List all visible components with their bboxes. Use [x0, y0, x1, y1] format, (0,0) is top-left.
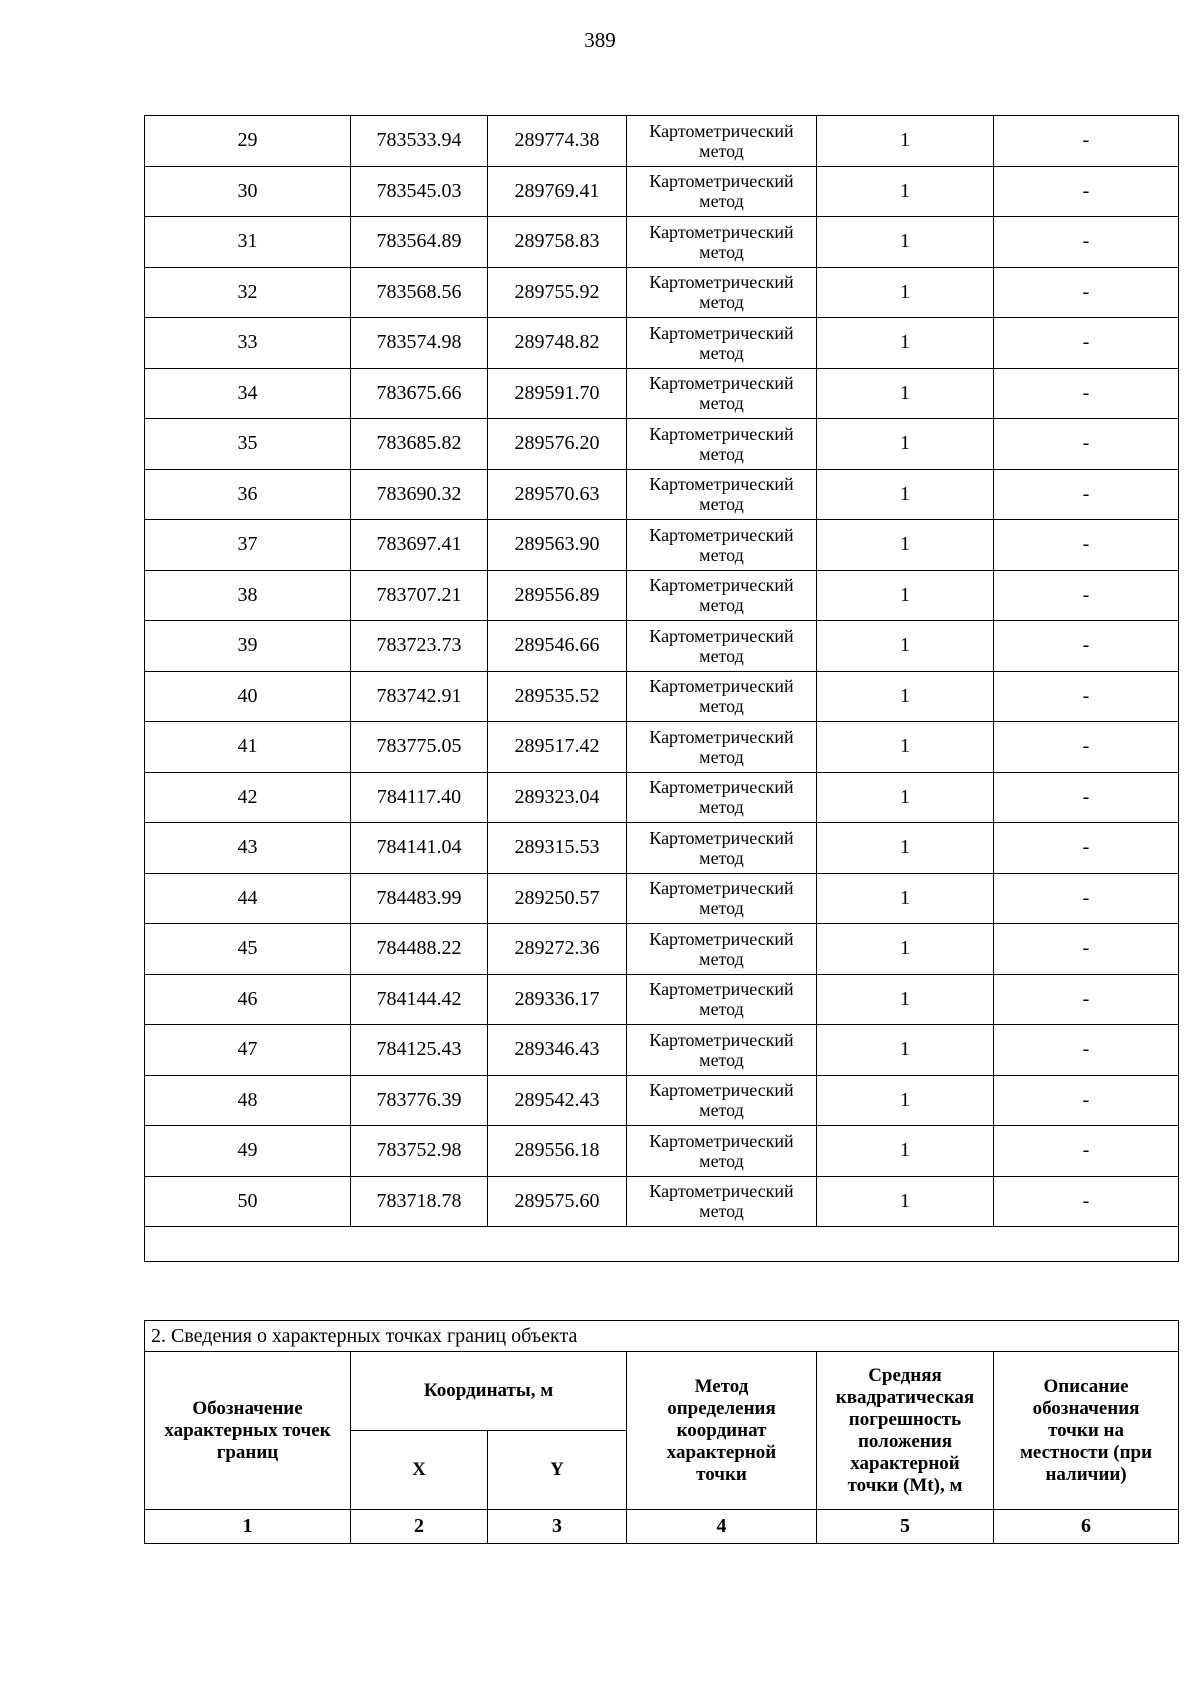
point-number-cell: 39	[145, 621, 351, 672]
point-number-cell: 49	[145, 1126, 351, 1177]
method-cell	[627, 318, 817, 369]
description-cell: -	[994, 318, 1179, 369]
point-number-cell: 32	[145, 267, 351, 318]
header-description-line: обозначения	[1032, 1397, 1140, 1419]
coord-x-cell: 783545.03	[351, 166, 488, 217]
coord-x-cell: 784117.40	[351, 772, 488, 823]
error-cell: 1	[817, 873, 994, 924]
method-text: метод	[699, 847, 744, 868]
coord-x-cell: 783718.78	[351, 1176, 488, 1227]
header-method-line: характерной	[666, 1441, 777, 1463]
table-row	[145, 1126, 1179, 1177]
point-number-cell: 40	[145, 671, 351, 722]
table-row	[145, 368, 1179, 419]
table-row	[145, 217, 1179, 268]
error-cell: 1	[817, 368, 994, 419]
coord-x-cell: 783568.56	[351, 267, 488, 318]
coord-x-cell: 783775.05	[351, 722, 488, 773]
coord-x-cell: 783685.82	[351, 419, 488, 470]
error-cell: 1	[817, 621, 994, 672]
coord-y-cell: 289755.92	[488, 267, 627, 318]
method-text: Картометрический	[649, 120, 794, 141]
error-cell: 1	[817, 1075, 994, 1126]
header-error-line: Средняя	[868, 1364, 942, 1386]
error-cell: 1	[817, 772, 994, 823]
method-text: метод	[699, 292, 744, 313]
column-number: 1	[145, 1510, 351, 1544]
table-row	[145, 873, 1179, 924]
coord-x-cell: 783675.66	[351, 368, 488, 419]
header-method-line: Метод	[694, 1375, 749, 1397]
coord-x-cell: 783752.98	[351, 1126, 488, 1177]
coord-x-cell: 784141.04	[351, 823, 488, 874]
error-cell: 1	[817, 1025, 994, 1076]
method-text: метод	[699, 1201, 744, 1222]
method-text: метод	[699, 746, 744, 767]
error-cell: 1	[817, 1176, 994, 1227]
method-cell	[627, 116, 817, 167]
method-cell	[627, 1025, 817, 1076]
table-row	[145, 772, 1179, 823]
table-row	[145, 823, 1179, 874]
method-cell	[627, 419, 817, 470]
description-cell: -	[994, 419, 1179, 470]
method-text: метод	[699, 1150, 744, 1171]
method-cell	[627, 722, 817, 773]
point-number-cell: 46	[145, 974, 351, 1025]
column-number: 4	[627, 1510, 817, 1544]
method-text: метод	[699, 544, 744, 565]
table-row	[145, 924, 1179, 975]
method-text: метод	[699, 1100, 744, 1121]
description-cell: -	[994, 722, 1179, 773]
coord-y-cell: 289535.52	[488, 671, 627, 722]
coord-y-cell: 289272.36	[488, 924, 627, 975]
error-cell: 1	[817, 974, 994, 1025]
coord-y-cell: 289346.43	[488, 1025, 627, 1076]
header-designation-line: Обозначение	[192, 1397, 303, 1419]
method-text: Картометрический	[649, 575, 794, 596]
method-cell	[627, 166, 817, 217]
method-text: Картометрический	[649, 777, 794, 798]
method-text: метод	[699, 393, 744, 414]
method-text: метод	[699, 595, 744, 616]
method-text: метод	[699, 140, 744, 161]
method-text: метод	[699, 443, 744, 464]
method-text: метод	[699, 1049, 744, 1070]
error-cell: 1	[817, 116, 994, 167]
coord-y-cell: 289323.04	[488, 772, 627, 823]
description-cell: -	[994, 1025, 1179, 1076]
method-text: метод	[699, 948, 744, 969]
error-cell: 1	[817, 823, 994, 874]
coord-x-cell: 784144.42	[351, 974, 488, 1025]
method-text: Картометрический	[649, 726, 794, 747]
description-cell: -	[994, 823, 1179, 874]
table-row	[145, 1025, 1179, 1076]
description-cell: -	[994, 267, 1179, 318]
coord-y-cell: 289570.63	[488, 469, 627, 520]
header-description	[994, 1352, 1179, 1510]
method-text: Картометрический	[649, 1181, 794, 1202]
table-row	[145, 621, 1179, 672]
point-number-cell: 43	[145, 823, 351, 874]
coord-x-cell: 783564.89	[351, 217, 488, 268]
coord-x-cell: 783533.94	[351, 116, 488, 167]
coord-y-cell: 289556.89	[488, 570, 627, 621]
point-number-cell: 36	[145, 469, 351, 520]
method-text: Картометрический	[649, 979, 794, 1000]
error-cell: 1	[817, 267, 994, 318]
section2-header-table	[144, 1320, 1179, 1544]
method-cell	[627, 520, 817, 571]
coord-x-cell: 783574.98	[351, 318, 488, 369]
coord-y-cell: 289575.60	[488, 1176, 627, 1227]
description-cell: -	[994, 116, 1179, 167]
coord-x-cell: 783723.73	[351, 621, 488, 672]
description-cell: -	[994, 1126, 1179, 1177]
header-method-line: точки	[696, 1463, 747, 1485]
point-number-cell: 29	[145, 116, 351, 167]
method-cell	[627, 1126, 817, 1177]
header-error-line: характерной	[850, 1452, 960, 1474]
error-cell: 1	[817, 217, 994, 268]
point-number-cell: 33	[145, 318, 351, 369]
method-text: Картометрический	[649, 272, 794, 293]
header-method-line: определения	[667, 1397, 776, 1419]
header-error-line: точки (Mt), м	[847, 1474, 963, 1496]
method-cell	[627, 1075, 817, 1126]
point-number-cell: 37	[145, 520, 351, 571]
table-row	[145, 116, 1179, 167]
header-error-line: квадратическая	[835, 1386, 975, 1408]
point-number-cell: 44	[145, 873, 351, 924]
header-designation-line: границ	[216, 1441, 279, 1463]
table-row	[145, 267, 1179, 318]
method-text: Картометрический	[649, 928, 794, 949]
description-cell: -	[994, 974, 1179, 1025]
table-row	[145, 469, 1179, 520]
description-cell: -	[994, 217, 1179, 268]
point-number-cell: 35	[145, 419, 351, 470]
point-number-cell: 34	[145, 368, 351, 419]
description-cell: -	[994, 621, 1179, 672]
point-number-cell: 30	[145, 166, 351, 217]
column-number: 2	[351, 1510, 488, 1544]
method-text: метод	[699, 898, 744, 919]
header-y: Y	[488, 1431, 627, 1510]
table-row	[145, 318, 1179, 369]
point-number-cell: 31	[145, 217, 351, 268]
description-cell: -	[994, 873, 1179, 924]
error-cell: 1	[817, 166, 994, 217]
header-description-line: Описание	[1043, 1375, 1129, 1397]
method-text: Картометрический	[649, 827, 794, 848]
method-text: Картометрический	[649, 676, 794, 697]
coord-y-cell: 289748.82	[488, 318, 627, 369]
coord-x-cell: 783707.21	[351, 570, 488, 621]
method-cell	[627, 621, 817, 672]
method-text: Картометрический	[649, 878, 794, 899]
method-cell	[627, 873, 817, 924]
coord-y-cell: 289774.38	[488, 116, 627, 167]
header-error-line: погрешность	[848, 1408, 962, 1430]
method-text: метод	[699, 696, 744, 717]
table-row	[145, 671, 1179, 722]
coord-y-cell: 289556.18	[488, 1126, 627, 1177]
header-method-line: координат	[676, 1419, 767, 1441]
method-text: метод	[699, 342, 744, 363]
empty-cell	[145, 1227, 1179, 1262]
header-designation-line: характерных точек	[164, 1419, 331, 1441]
coord-x-cell: 784483.99	[351, 873, 488, 924]
coord-y-cell: 289517.42	[488, 722, 627, 773]
points-table	[144, 115, 1179, 1262]
column-number: 6	[994, 1510, 1179, 1544]
header-description-line: точки на	[1048, 1419, 1124, 1441]
error-cell: 1	[817, 722, 994, 773]
method-text: метод	[699, 494, 744, 515]
method-text: Картометрический	[649, 221, 794, 242]
method-cell	[627, 570, 817, 621]
method-text: метод	[699, 241, 744, 262]
error-cell: 1	[817, 520, 994, 571]
method-text: Картометрический	[649, 625, 794, 646]
table-row	[145, 570, 1179, 621]
coord-y-cell: 289769.41	[488, 166, 627, 217]
error-cell: 1	[817, 419, 994, 470]
method-cell	[627, 469, 817, 520]
table-row	[145, 974, 1179, 1025]
method-cell	[627, 217, 817, 268]
empty-row	[145, 1227, 1179, 1262]
header-error-line: положения	[857, 1430, 953, 1452]
coord-x-cell: 783742.91	[351, 671, 488, 722]
table-row	[145, 166, 1179, 217]
header-description-line: местности (при	[1019, 1441, 1153, 1463]
error-cell: 1	[817, 924, 994, 975]
table-row	[145, 520, 1179, 571]
description-cell: -	[994, 1176, 1179, 1227]
coord-x-cell: 783776.39	[351, 1075, 488, 1126]
point-number-cell: 42	[145, 772, 351, 823]
header-x: X	[351, 1431, 488, 1510]
method-text: Картометрический	[649, 373, 794, 394]
header-method	[627, 1352, 817, 1510]
description-cell: -	[994, 1075, 1179, 1126]
error-cell: 1	[817, 1126, 994, 1177]
coord-y-cell: 289591.70	[488, 368, 627, 419]
header-description-line: наличии)	[1045, 1463, 1127, 1485]
header-error	[817, 1352, 994, 1510]
method-text: метод	[699, 191, 744, 212]
method-cell	[627, 267, 817, 318]
point-number-cell: 47	[145, 1025, 351, 1076]
coord-y-cell: 289250.57	[488, 873, 627, 924]
method-text: Картометрический	[649, 171, 794, 192]
coord-y-cell: 289542.43	[488, 1075, 627, 1126]
coord-y-cell: 289336.17	[488, 974, 627, 1025]
description-cell: -	[994, 671, 1179, 722]
method-text: Картометрический	[649, 1130, 794, 1151]
method-cell	[627, 823, 817, 874]
coord-x-cell: 784125.43	[351, 1025, 488, 1076]
table-row	[145, 722, 1179, 773]
method-text: Картометрический	[649, 524, 794, 545]
coord-y-cell: 289576.20	[488, 419, 627, 470]
error-cell: 1	[817, 469, 994, 520]
table-row	[145, 419, 1179, 470]
column-number: 5	[817, 1510, 994, 1544]
points-table-body	[145, 116, 1179, 1262]
method-text: Картометрический	[649, 474, 794, 495]
description-cell: -	[994, 570, 1179, 621]
description-cell: -	[994, 166, 1179, 217]
coord-x-cell: 784488.22	[351, 924, 488, 975]
method-text: метод	[699, 999, 744, 1020]
point-number-cell: 50	[145, 1176, 351, 1227]
header-designation	[145, 1352, 351, 1510]
description-cell: -	[994, 469, 1179, 520]
method-cell	[627, 1176, 817, 1227]
method-text: метод	[699, 797, 744, 818]
method-text: метод	[699, 645, 744, 666]
description-cell: -	[994, 520, 1179, 571]
column-number: 3	[488, 1510, 627, 1544]
error-cell: 1	[817, 570, 994, 621]
description-cell: -	[994, 772, 1179, 823]
coord-y-cell: 289563.90	[488, 520, 627, 571]
coord-x-cell: 783697.41	[351, 520, 488, 571]
table-row	[145, 1075, 1179, 1126]
method-text: Картометрический	[649, 423, 794, 444]
point-number-cell: 45	[145, 924, 351, 975]
section2-title: 2. Сведения о характерных точках границ объекта	[145, 1321, 1179, 1352]
method-text: Картометрический	[649, 1080, 794, 1101]
point-number-cell: 41	[145, 722, 351, 773]
method-cell	[627, 924, 817, 975]
method-text: Картометрический	[649, 322, 794, 343]
method-text: Картометрический	[649, 1029, 794, 1050]
header-coordinates: Координаты, м	[351, 1352, 627, 1431]
error-cell: 1	[817, 671, 994, 722]
coord-y-cell: 289315.53	[488, 823, 627, 874]
method-cell	[627, 368, 817, 419]
method-cell	[627, 671, 817, 722]
method-cell	[627, 974, 817, 1025]
table-row	[145, 1176, 1179, 1227]
point-number-cell: 48	[145, 1075, 351, 1126]
description-cell: -	[994, 368, 1179, 419]
page-number: 389	[584, 28, 616, 52]
coord-y-cell: 289546.66	[488, 621, 627, 672]
coord-x-cell: 783690.32	[351, 469, 488, 520]
point-number-cell: 38	[145, 570, 351, 621]
description-cell: -	[994, 924, 1179, 975]
method-cell	[627, 772, 817, 823]
coord-y-cell: 289758.83	[488, 217, 627, 268]
error-cell: 1	[817, 318, 994, 369]
